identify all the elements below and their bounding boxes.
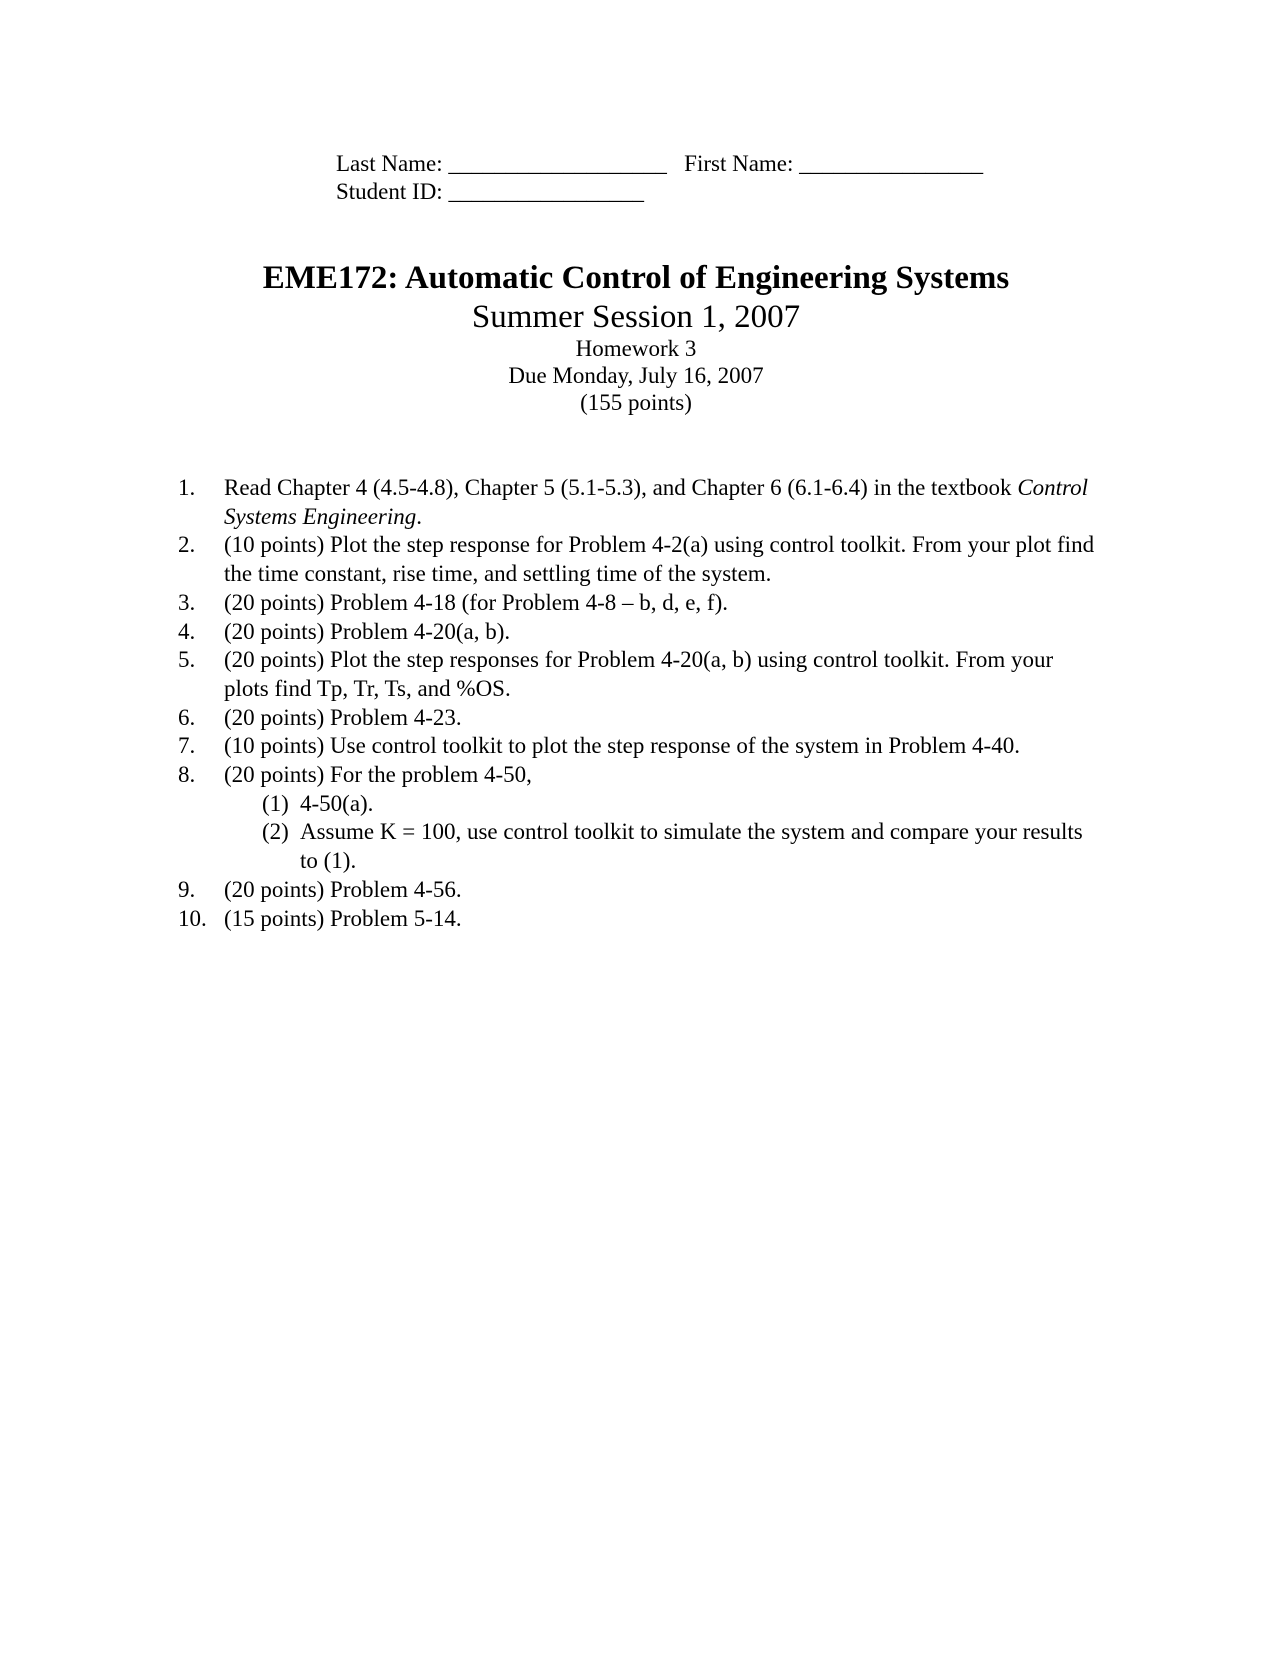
homework-number: Homework 3 [575, 336, 697, 361]
problem-item [178, 618, 1098, 647]
problem-text: (10 points) Plot the step response for Problem 4-2(a) using control toolkit. From your plot find the time constant, rise time, and settling time of the system. [224, 532, 1095, 587]
textbook-title: Control Systems Engineering [224, 475, 1089, 529]
student-id-line: Student ID: _________________ [336, 179, 644, 204]
problem-number: 2. [178, 532, 196, 558]
problem-text: (15 points) Problem 5-14. [224, 905, 462, 931]
subproblem-number: (1) [262, 790, 289, 816]
problem-item [178, 876, 1098, 905]
due-date: Due Monday, July 16, 2007 [508, 363, 764, 388]
problem-item [178, 704, 1098, 733]
problem-item [178, 761, 1098, 876]
problem-number: 1. [178, 475, 196, 500]
problem-text: (20 points) Problem 4-20(a, b). [224, 618, 511, 644]
problem-text: Read Chapter 4 (4.5-4.8), Chapter 5 (5.1-5.3), and Chapter 6 (6.1-6.4) in the textbook [224, 475, 1012, 500]
problem-item [178, 589, 1098, 618]
problem-number: 5. [178, 647, 196, 673]
problem-number: 4. [178, 618, 196, 644]
course-title: EME172: Automatic Control of Engineering Systems [262, 260, 1010, 296]
problem-number: 6. [178, 704, 196, 730]
problem-number: 7. [178, 733, 196, 759]
problem-number: 3. [178, 589, 196, 615]
problem-item [178, 474, 1098, 531]
problem-item [178, 732, 1098, 761]
total-points: (155 points) [580, 390, 692, 415]
problem-text: (20 points) Problem 4-18 (for Problem 4-8 – b, d, e, f). [224, 589, 729, 615]
problem-punctuation: . [416, 503, 423, 529]
subproblem-text: Assume K = 100, use control toolkit to simulate the system and compare your results to (1). [300, 819, 1083, 874]
problem-text: (20 points) For the problem 4-50, [224, 762, 532, 788]
session-title: Summer Session 1, 2007 [471, 299, 801, 335]
problem-text: (20 points) Problem 4-23. [224, 704, 462, 730]
problem-item [178, 905, 1098, 934]
subproblem-number: (2) [262, 819, 289, 845]
problem-number: 8. [178, 762, 196, 788]
problem-item [178, 531, 1098, 588]
problem-number: 9. [178, 876, 196, 902]
problem-text: (20 points) Plot the step responses for Problem 4-20(a, b) using control toolkit. From your plots find Tp, Tr, Ts, and %OS. [224, 647, 1054, 701]
problem-item [178, 646, 1098, 703]
subproblem-item [262, 790, 1098, 819]
problem-text: (10 points) Use control toolkit to plot the step response of the system in Problem 4-40. [224, 733, 1020, 759]
problem-number: 10. [178, 905, 207, 931]
subproblem-text: 4-50(a). [300, 790, 374, 816]
student-info-block [336, 150, 983, 206]
subproblem-item [262, 818, 1098, 875]
problem-list [178, 474, 1098, 933]
name-fields-line: Last Name: ___________________ First Name: ________________ [336, 151, 984, 176]
problem-text: (20 points) Problem 4-56. [224, 876, 462, 902]
